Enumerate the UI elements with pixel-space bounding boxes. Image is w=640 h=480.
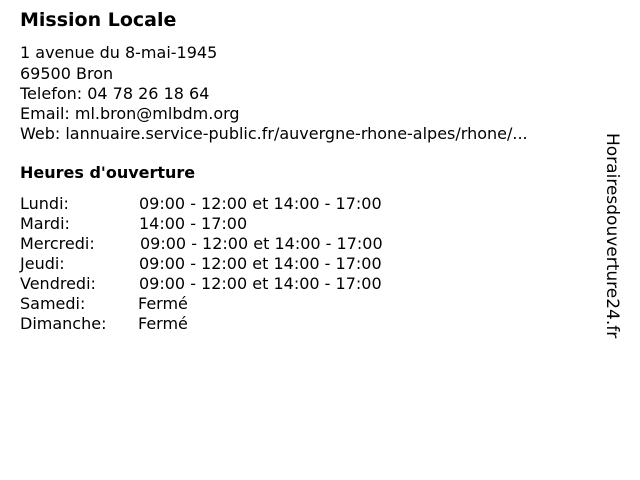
website: Web: lannuaire.service-public.fr/auvergne-rhone-alpes/rhone/... (20, 124, 528, 143)
street-address: 1 avenue du 8-mai-1945 (20, 43, 218, 62)
day-label: Mercredi: (20, 234, 95, 253)
day-label: Mardi: (20, 214, 70, 233)
page-title: Mission Locale (20, 9, 177, 31)
day-label: Samedi: (20, 294, 86, 313)
time-value: 14:00 - 17:00 (139, 214, 248, 233)
day-label: Jeudi: (20, 254, 65, 273)
hours-heading: Heures d'ouverture (20, 163, 196, 182)
phone: Telefon: 04 78 26 18 64 (20, 84, 210, 103)
time-value: Fermé (138, 314, 188, 333)
time-value: Fermé (138, 294, 188, 313)
time-value: 09:00 - 12:00 et 14:00 - 17:00 (139, 254, 382, 273)
day-label: Vendredi: (20, 274, 96, 293)
time-value: 09:00 - 12:00 et 14:00 - 17:00 (140, 234, 383, 253)
site-watermark: Horairesdouverture24.fr (602, 133, 622, 339)
time-value: 09:00 - 12:00 et 14:00 - 17:00 (139, 194, 382, 213)
time-value: 09:00 - 12:00 et 14:00 - 17:00 (139, 274, 382, 293)
day-label: Dimanche: (20, 314, 107, 333)
day-label: Lundi: (20, 194, 69, 213)
city: 69500 Bron (20, 64, 114, 83)
email: Email: ml.bron@mlbdm.org (20, 104, 240, 123)
